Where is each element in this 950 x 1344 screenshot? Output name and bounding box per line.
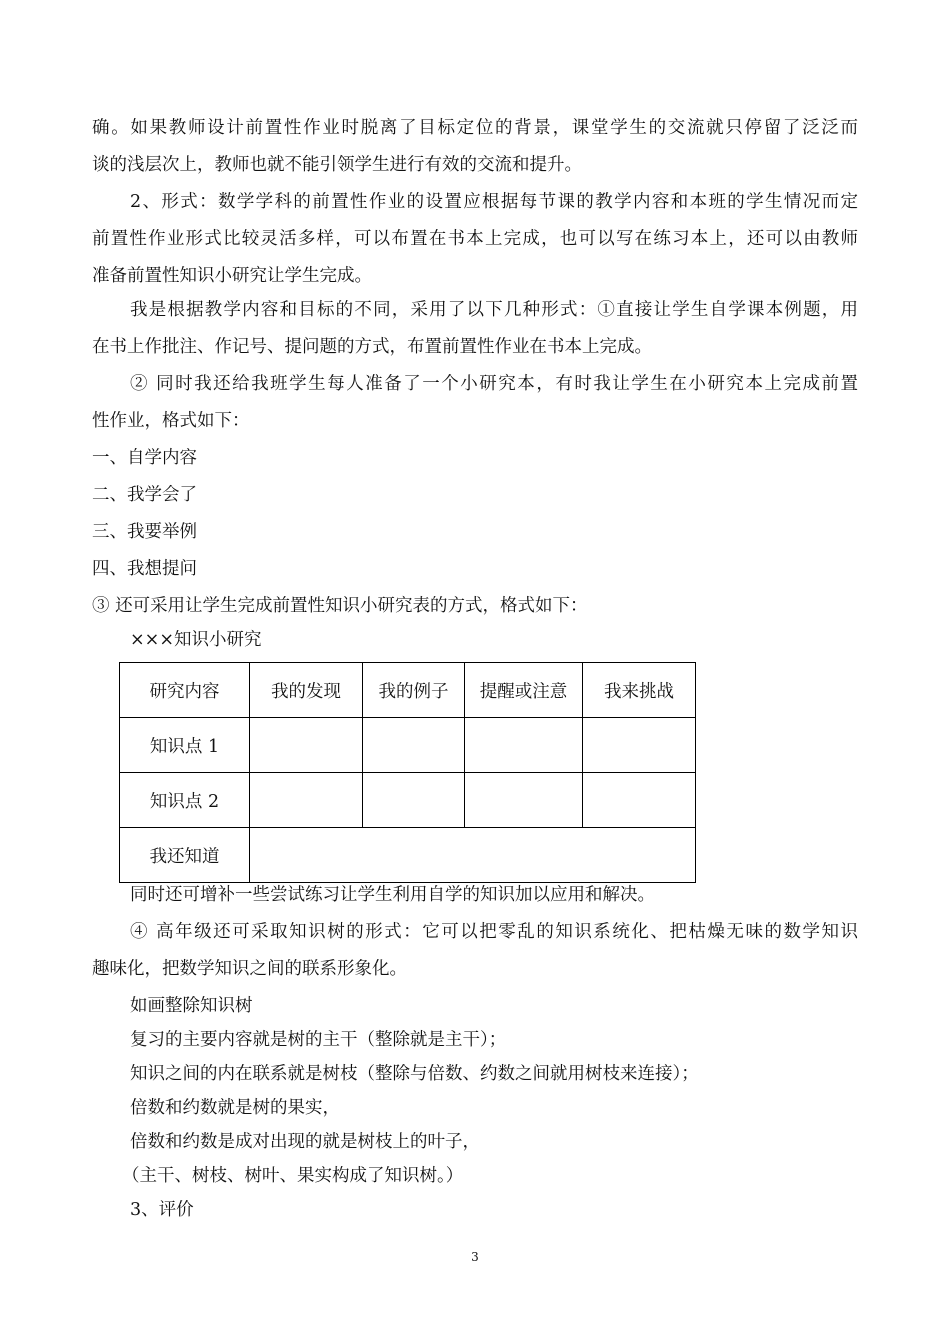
paragraph-line: ② 同时我还给我班学生每人准备了一个小研究本，有时我让学生在小研究本上完成前置	[130, 374, 858, 394]
table-cell: 知识点 2	[120, 773, 250, 828]
paragraph-line: 确。如果教师设计前置性作业时脱离了目标定位的背景，课堂学生的交流就只停留了泛泛而	[92, 118, 858, 138]
paragraph-line: （主干、树枝、树叶、果实构成了知识树。）	[122, 1166, 464, 1186]
list-item: 二、我学会了	[92, 485, 197, 505]
paragraph-line: 复习的主要内容就是树的主干（整除就是主干）；	[130, 1030, 507, 1050]
table-cell: 我还知道	[120, 828, 250, 883]
study-table	[119, 662, 696, 883]
paragraph-line: 2、形式：数学学科的前置性作业的设置应根据每节课的教学内容和本班的学生情况而定	[130, 192, 858, 212]
table-header-row	[120, 663, 696, 718]
table-cell	[465, 718, 583, 773]
paragraph-line: 同时还可增补一些尝试练习让学生利用自学的知识加以应用和解决。	[130, 885, 655, 905]
table-header-cell: 提醒或注意	[465, 663, 583, 718]
paragraph-line: 趣味化，把数学知识之间的联系形象化。	[92, 959, 407, 979]
table-header-cell: 研究内容	[120, 663, 250, 718]
list-item: 一、自学内容	[92, 448, 197, 468]
paragraph-line: 谈的浅层次上，教师也就不能引领学生进行有效的交流和提升。	[92, 155, 582, 175]
table-cell	[583, 773, 696, 828]
list-item: 三、我要举例	[92, 522, 197, 542]
table-cell	[250, 773, 363, 828]
page-number: 3	[471, 1250, 479, 1264]
table-cell: 知识点 1	[120, 718, 250, 773]
table-cell	[363, 718, 465, 773]
paragraph-line: 前置性作业形式比较灵活多样，可以布置在书本上完成，也可以写在练习本上，还可以由教师	[92, 229, 858, 249]
paragraph-line: 知识之间的内在联系就是树枝（整除与倍数、约数之间就用树枝来连接）；	[130, 1064, 699, 1084]
paragraph-line: 倍数和约数就是树的果实，	[130, 1098, 340, 1118]
table-header-cell: 我的发现	[250, 663, 363, 718]
paragraph-line: ④ 高年级还可采取知识树的形式：它可以把零乱的知识系统化、把枯燥无味的数学知识	[130, 922, 858, 942]
table-title: ×××知识小研究	[130, 630, 262, 650]
table-row	[120, 718, 696, 773]
section-heading: 3、评价	[130, 1200, 194, 1220]
table-header-cell: 我的例子	[363, 663, 465, 718]
list-item: 四、我想提问	[92, 559, 197, 579]
paragraph-line: 如画整除知识树	[130, 996, 253, 1016]
paragraph-line: 在书上作批注、作记号、提问题的方式，布置前置性作业在书本上完成。	[92, 337, 652, 357]
paragraph-line: 性作业，格式如下：	[92, 411, 250, 431]
table-row	[120, 773, 696, 828]
paragraph-line: 倍数和约数是成对出现的就是树枝上的叶子，	[130, 1132, 480, 1152]
table-cell	[465, 773, 583, 828]
paragraph-line: ③ 还可采用让学生完成前置性知识小研究表的方式，格式如下：	[92, 596, 588, 616]
paragraph-line: 准备前置性知识小研究让学生完成。	[92, 266, 372, 286]
table-cell	[250, 718, 363, 773]
table-cell	[363, 773, 465, 828]
table-header-cell: 我来挑战	[583, 663, 696, 718]
table-row	[120, 828, 696, 883]
paragraph-line: 我是根据教学内容和目标的不同，采用了以下几种形式：①直接让学生自学课本例题，用	[130, 300, 858, 320]
table-cell-merged	[250, 828, 696, 883]
table-cell	[583, 718, 696, 773]
